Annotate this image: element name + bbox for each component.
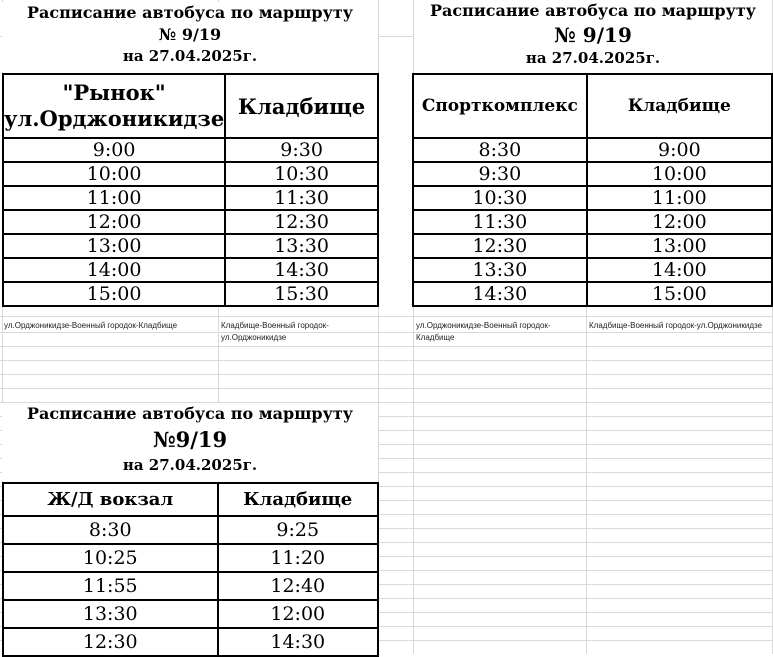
schedule-1-note-return: Кладбище-Военный городок-ул.Орджоникидзе xyxy=(221,321,329,342)
departure-time: 11:55 xyxy=(3,572,218,600)
departure-time: 10:30 xyxy=(413,186,587,210)
departure-time: 14:00 xyxy=(3,258,225,282)
schedule-1-date: на 27.04.2025г. xyxy=(122,47,258,65)
table-row xyxy=(413,282,772,306)
departure-time: 9:00 xyxy=(3,138,225,162)
arrival-time: 11:30 xyxy=(225,186,378,210)
arrival-time: 11:00 xyxy=(587,186,772,210)
schedule-2-note-outbound: ул.Орджоникидзе-Военный городок-Кладбище xyxy=(416,321,551,342)
departure-time: 8:30 xyxy=(413,138,587,162)
departure-time: 10:25 xyxy=(3,544,218,572)
table-row xyxy=(413,138,772,162)
table-row xyxy=(3,162,378,186)
arrival-time: 10:30 xyxy=(225,162,378,186)
table-row xyxy=(3,600,378,628)
table-row xyxy=(3,234,378,258)
table-row xyxy=(413,258,772,282)
table-row xyxy=(3,258,378,282)
departure-time: 14:30 xyxy=(413,282,587,306)
departure-time: 13:00 xyxy=(3,234,225,258)
arrival-time: 12:00 xyxy=(587,210,772,234)
table-row xyxy=(413,162,772,186)
schedule-2-table xyxy=(412,73,773,307)
arrival-time: 15:30 xyxy=(225,282,378,306)
schedule-3-date: на 27.04.2025г. xyxy=(122,456,258,474)
schedule-2-col-to: Кладбище xyxy=(587,74,772,138)
table-row xyxy=(3,210,378,234)
table-row xyxy=(3,628,378,656)
table-row xyxy=(3,186,378,210)
schedule-1-route: № 9/19 xyxy=(158,25,222,44)
departure-time: 9:30 xyxy=(413,162,587,186)
arrival-time: 9:30 xyxy=(225,138,378,162)
departure-time: 15:00 xyxy=(3,282,225,306)
schedule-1-col-from-label: "Рынок" ул.Орджоникидзе xyxy=(4,80,225,131)
table-row xyxy=(3,572,378,600)
departure-time: 8:30 xyxy=(3,516,218,544)
schedule-1-note-outbound: ул.Орджоникидзе-Военный городок-Кладбище xyxy=(4,321,178,330)
arrival-time: 10:00 xyxy=(587,162,772,186)
arrival-time: 14:30 xyxy=(218,628,378,656)
schedule-3-title: Расписание автобуса по маршруту xyxy=(26,404,353,423)
schedule-1-table xyxy=(2,73,379,307)
schedule-3-col-to: Кладбище xyxy=(218,483,378,516)
arrival-time: 12:30 xyxy=(225,210,378,234)
table-row xyxy=(413,210,772,234)
table-row xyxy=(3,138,378,162)
schedule-1-header xyxy=(2,2,378,72)
departure-time: 11:30 xyxy=(413,210,587,234)
table-row xyxy=(3,282,378,306)
departure-time: 13:30 xyxy=(3,600,218,628)
departure-time: 12:30 xyxy=(413,234,587,258)
arrival-time: 11:20 xyxy=(218,544,378,572)
schedule-2-header xyxy=(414,0,772,74)
departure-time: 11:00 xyxy=(3,186,225,210)
departure-time: 13:30 xyxy=(413,258,587,282)
arrival-time: 15:00 xyxy=(587,282,772,306)
departure-time: 12:30 xyxy=(3,628,218,656)
schedule-2-note-return: Кладбище-Военный городок-ул.Орджоникидзе xyxy=(589,321,763,330)
departure-time: 12:00 xyxy=(3,210,225,234)
schedule-2-title: Расписание автобуса по маршруту xyxy=(429,1,756,20)
arrival-time: 13:30 xyxy=(225,234,378,258)
arrival-time: 12:40 xyxy=(218,572,378,600)
table-row xyxy=(413,186,772,210)
schedule-2-route: № 9/19 xyxy=(554,23,632,47)
arrival-time: 14:00 xyxy=(587,258,772,282)
arrival-time: 14:30 xyxy=(225,258,378,282)
schedule-2-col-from: Спорткомплекс xyxy=(413,74,587,138)
arrival-time: 13:00 xyxy=(587,234,772,258)
schedule-1-col-from xyxy=(3,74,225,138)
table-row xyxy=(413,234,772,258)
table-row xyxy=(3,516,378,544)
schedule-3-route: №9/19 xyxy=(152,427,228,452)
departure-time: 10:00 xyxy=(3,162,225,186)
schedule-3-table xyxy=(2,482,379,657)
arrival-time: 12:00 xyxy=(218,600,378,628)
schedule-2-date: на 27.04.2025г. xyxy=(525,49,661,67)
arrival-time: 9:00 xyxy=(587,138,772,162)
schedule-1-col-to: Кладбище xyxy=(225,74,378,138)
schedule-3-header xyxy=(2,403,378,481)
table-row xyxy=(3,544,378,572)
schedule-1-title: Расписание автобуса по маршруту xyxy=(26,3,353,22)
schedule-3-col-from: Ж/Д вокзал xyxy=(3,483,218,516)
arrival-time: 9:25 xyxy=(218,516,378,544)
